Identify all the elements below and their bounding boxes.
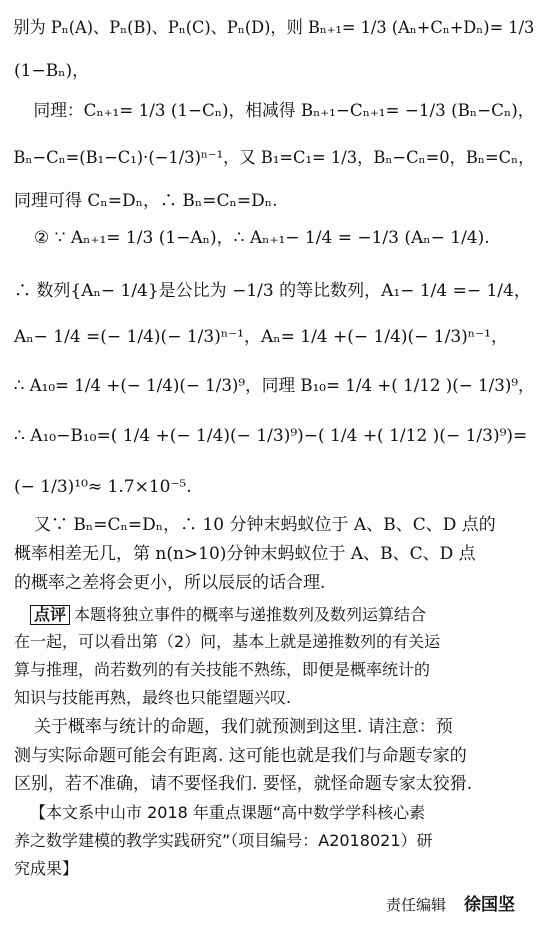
closing-line: 区别，若不准确，请不要怪我们. 要怪，就怪命题专家太狡猾. xyxy=(14,774,473,794)
note-line: 【本文系中山市 2018 年重点课题“高中数学学科核心素 xyxy=(30,803,426,822)
editor-name: 徐国坚 xyxy=(464,895,515,915)
text-line: (− 1/3)¹⁰≈ 1.7×10⁻⁵. xyxy=(14,477,192,497)
comment-label: 点评 xyxy=(30,605,70,625)
comment-line: 算与推理，尚若数列的有关技能不熟练，即便是概率统计的 xyxy=(14,660,431,679)
text-line: (1−Bₙ)， xyxy=(14,61,90,81)
comment-line: 点评 本题将独立事件的概率与递推数列及数列运算结合 xyxy=(0,605,551,625)
closing-line: 测与实际命题可能会有距离. 这可能也就是我们与命题专家的 xyxy=(14,746,467,766)
text-line: 又∵ Bₙ=Cₙ=Dₙ，∴ 10 分钟末蚂蚁位于 A、B、C、D 点的 xyxy=(34,515,496,535)
text-line: 的概率之差将会更小，所以辰辰的话合理. xyxy=(14,573,326,593)
comment-line: 知识与技能再熟，最终也只能望题兴叹. xyxy=(14,688,292,707)
note-line: 养之数学建模的教学实践研究”（项目编号：A2018021）研 xyxy=(14,831,433,850)
editor-label: 责任编辑 xyxy=(385,896,446,914)
text-line: Aₙ− 1/4 =(− 1/4)(− 1/3)ⁿ⁻¹，Aₙ= 1/4 +(− 1/4)(− 1/3)ⁿ⁻¹， xyxy=(14,327,508,347)
note-line: 究成果】 xyxy=(14,859,79,878)
text-line: ∴ 数列{Aₙ− 1/4}是公比为 −1/3 的等比数列，A₁− 1/4 =− 1/4， xyxy=(14,281,531,301)
closing-line: 关于概率与统计的命题，我们就预测到这里. 请注意：预 xyxy=(34,717,453,737)
text-line: ② ∵ Aₙ₊₁= 1/3 (1−Aₙ)，∴ Aₙ₊₁− 1/4 = −1/3 (Aₙ− 1/4). xyxy=(34,228,490,248)
editor-credit xyxy=(386,890,515,915)
text-line: 同理：Cₙ₊₁= 1/3 (1−Cₙ)，相减得 Bₙ₊₁−Cₙ₊₁= −1/3 (Bₙ−Cₙ)， xyxy=(33,101,535,121)
text-line: ∴ A₁₀−B₁₀=( 1/4 +(− 1/4)(− 1/3)⁹)−( 1/4 +( 1/12 )(− 1/3)⁹)= xyxy=(14,426,528,446)
text-line: 别为 Pₙ(A)、Pₙ(B)、Pₙ(C)、Pₙ(D)，则 Bₙ₊₁= 1/3 (Aₙ+Cₙ+Dₙ)= 1/3 xyxy=(13,18,535,38)
comment-line: 在一起，可以看出第（2）问，基本上就是递推数列的有关运 xyxy=(14,632,441,651)
text-line: Bₙ−Cₙ=(B₁−C₁)·(−1/3)ⁿ⁻¹，又 B₁=C₁= 1/3，Bₙ−Cₙ=0，Bₙ=Cₙ， xyxy=(13,148,535,168)
text-line: 概率相差无几，第 n(n>10)分钟末蚂蚁位于 A、B、C、D 点 xyxy=(14,544,476,564)
text-line: 同理可得 Cₙ=Dₙ，∴ Bₙ=Cₙ=Dₙ. xyxy=(14,191,278,211)
text-line: ∴ A₁₀= 1/4 +(− 1/4)(− 1/3)⁹，同理 B₁₀= 1/4 +( 1/12 )(− 1/3)⁹， xyxy=(13,376,535,396)
